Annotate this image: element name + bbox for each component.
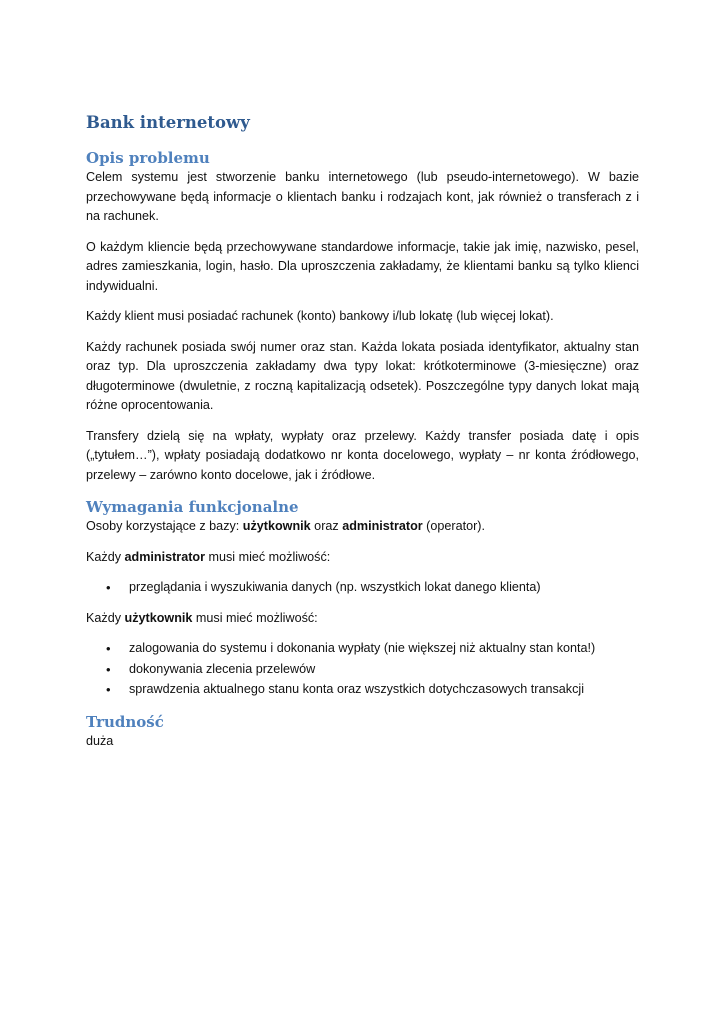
users-intro <box>86 517 639 537</box>
problem-paragraph-2: O każdym kliencie będą przechowywane standardowe informacje, takie jak imię, nazwisko, pesel, adres zamieszkania, login, hasło. Dla uproszczenia zakładamy, że klientami banku są tylko klienci indywidualni. <box>86 239 639 293</box>
bullet-icon: • <box>106 580 111 595</box>
document-body <box>86 112 639 762</box>
problem-paragraph-5: Transfery dzielą się na wpłaty, wypłaty oraz przelewy. Każdy transfer posiada datę i opis („tytułem…”), wpłaty posiadają dodatkowo nr konta docelowego, wypłaty – nr konta źródłowego, przelewy – zarówno konto docelowe, jak i źródłowe. <box>86 428 639 482</box>
list-item <box>86 680 639 700</box>
role-admin: administrator <box>342 519 423 533</box>
list-item <box>86 660 639 680</box>
admin-intro-role: administrator <box>124 549 205 564</box>
user-intro-suffix: musi mieć możliwość: <box>192 610 318 625</box>
section-heading-difficulty: Trudność <box>86 712 164 731</box>
section-heading-functional: Wymagania funkcjonalne <box>86 498 299 516</box>
problem-paragraph-4: Każdy rachunek posiada swój numer oraz stan. Każda lokata posiada identyfikator, aktualny stan oraz typ. Dla uproszczenia zakładamy dwa typy lokat: krótkoterminowe (3-miesięczne) oraz długoterminowe (dwuletnie, z roczną kapitalizacją odsetek). Poszczególne typy danych lokat mają różne oprocentowania. <box>86 339 639 412</box>
user-intro-role: użytkownik <box>124 610 193 625</box>
user-intro-prefix: Każdy <box>86 610 125 625</box>
users-intro-prefix: Osoby korzystające z bazy: <box>86 519 243 533</box>
users-intro-middle: oraz <box>310 519 343 533</box>
problem-paragraph-3: Każdy klient musi posiadać rachunek (konto) bankowy i/lub lokatę (lub więcej lokat). <box>86 309 554 323</box>
user-capabilities-list <box>86 639 639 700</box>
list-item-text: sprawdzenia aktualnego stanu konta oraz wszystkich dotychczasowych transakcji <box>129 682 584 696</box>
problem-paragraph-1: Celem systemu jest stworzenie banku internetowego (lub pseudo-internetowego). W bazie przechowywane będą informacje o klientach banku i rodzajach kont, jak również o transferach z i na rachunek. <box>86 170 639 223</box>
document-title: Bank internetowy <box>86 113 250 132</box>
admin-intro <box>86 548 639 568</box>
list-item <box>86 578 639 598</box>
admin-capabilities-list <box>86 578 639 598</box>
role-user: użytkownik <box>242 519 311 533</box>
list-item-text: dokonywania zlecenia przelewów <box>129 661 316 676</box>
list-item <box>86 639 639 659</box>
admin-intro-prefix: Każdy <box>86 549 125 564</box>
users-intro-suffix: (operator). <box>422 519 485 533</box>
difficulty-value: duża <box>86 733 114 748</box>
admin-intro-suffix: musi mieć możliwość: <box>205 549 331 564</box>
list-item-text: zalogowania do systemu i dokonania wypłaty (nie większej niż aktualny stan konta!) <box>129 641 596 655</box>
bullet-icon: • <box>106 641 111 656</box>
user-intro <box>86 609 639 629</box>
bullet-icon: • <box>106 682 111 697</box>
list-item-text: przeglądania i wyszukiwania danych (np. wszystkich lokat danego klienta) <box>129 580 541 594</box>
bullet-icon: • <box>106 661 111 677</box>
section-heading-problem: Opis problemu <box>86 149 210 167</box>
